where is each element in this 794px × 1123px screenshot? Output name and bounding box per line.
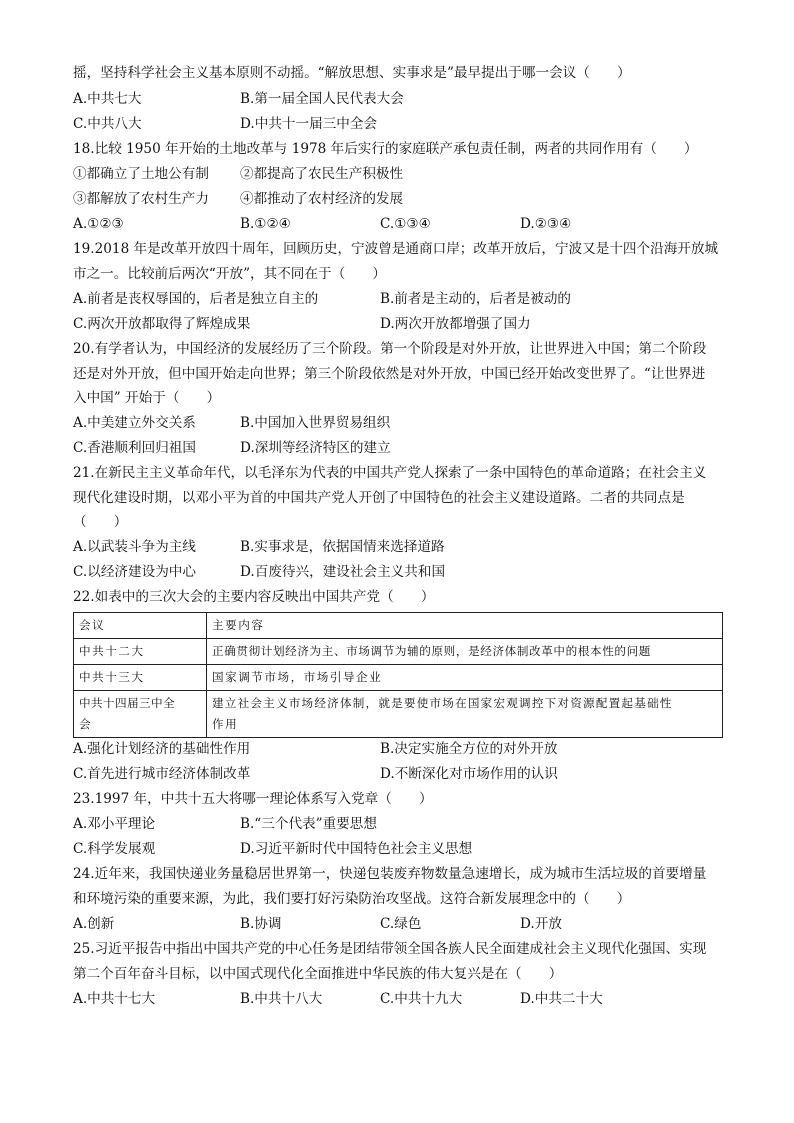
q20-option-b: B.中国加入世界贸易组织 bbox=[240, 415, 391, 431]
q21-option-b: B.实事求是，依据国情来选择道路 bbox=[240, 539, 445, 555]
q17-option-c: C.中共八大 bbox=[73, 116, 142, 132]
q18-option-b: B.①②④ bbox=[240, 216, 291, 232]
q17-option-a: A.中共七大 bbox=[73, 91, 142, 107]
q25-stem-line1: 25.习近平报告中指出中国共产党的中心任务是团结带领全国各族人民全面建成社会主义现代化强国、实现 bbox=[73, 941, 707, 957]
q21-option-d: D.百废待兴，建设社会主义共和国 bbox=[240, 564, 446, 580]
table-cell-meeting: 中共十三大 bbox=[74, 665, 207, 691]
q21-option-c: C.以经济建设为中心 bbox=[73, 564, 196, 580]
q23-option-d: D.习近平新时代中国特色社会主义思想 bbox=[240, 841, 473, 857]
q20-option-a: A.中美建立外交关系 bbox=[73, 415, 196, 431]
q17-option-b: B.第一届全国人民代表大会 bbox=[240, 91, 404, 107]
q17-stem: 摇，坚持科学社会主义基本原则不动摇。“解放思想、实事求是”最早提出于哪一会议（ ） bbox=[73, 65, 631, 81]
q24-option-d: D.开放 bbox=[520, 916, 562, 932]
q18-option-d: D.②③④ bbox=[520, 216, 572, 232]
q19-stem-line2: 市之一。比较前后两次“开放”，其不同在于（ ） bbox=[73, 266, 386, 282]
q22-option-a: A.强化计划经济的基础性作用 bbox=[73, 741, 251, 757]
q20-stem-line2: 还是对外开放，但中国开始走向世界；第三个阶段依然是对外开放，中国已经开始改变世界了。“让世界进 bbox=[73, 366, 706, 382]
q18-statement-3: ③都解放了农村生产力 bbox=[73, 191, 209, 207]
table-cell-meeting-line2: 会 bbox=[79, 717, 93, 731]
q21-option-a: A.以武装斗争为主线 bbox=[73, 539, 196, 555]
q20-option-d: D.深圳等经济特区的建立 bbox=[240, 440, 391, 456]
q22-option-b: B.决定实施全方位的对外开放 bbox=[380, 741, 558, 757]
q23-option-a: A.邓小平理论 bbox=[73, 816, 156, 832]
q23-stem: 23.1997 年，中共十五大将哪一理论体系写入党章（ ） bbox=[73, 791, 433, 807]
q24-stem-line1: 24.近年来，我国快递业务量稳居世界第一，快递包装废弃物数量急速增长，成为城市生活垃圾的首要增量 bbox=[73, 866, 707, 882]
q24-stem-line2: 和环境污染的重要来源，为此，我们要打好污染防治攻坚战。这符合新发展理念中的（ ） bbox=[73, 891, 631, 907]
table-cell-meeting-line1: 中共十四届三中全 bbox=[79, 696, 175, 710]
q18-option-a: A.①②③ bbox=[73, 216, 124, 232]
q22-option-c: C.首先进行城市经济体制改革 bbox=[73, 766, 251, 782]
table-cell-content bbox=[207, 691, 723, 738]
q21-stem-line2: 现代化建设时期，以邓小平为首的中国共产党人开创了中国特色的社会主义建设道路。二者的共同点是 bbox=[73, 490, 685, 506]
table-cell-meeting: 中共十二大 bbox=[74, 639, 207, 665]
q23-option-b: B.“三个代表”重要思想 bbox=[240, 816, 377, 832]
table-header-meeting: 会议 bbox=[74, 613, 207, 639]
q19-option-d: D.两次开放都增强了国力 bbox=[380, 316, 531, 332]
q18-option-c: C.①③④ bbox=[380, 216, 431, 232]
q20-stem-line1: 20.有学者认为，中国经济的发展经历了三个阶段。第一个阶段是对外开放，让世界进入中国；第二个阶段 bbox=[73, 341, 707, 357]
q21-stem-line3: （ ） bbox=[73, 514, 128, 530]
q18-statement-2: ②都提高了农民生产积极性 bbox=[240, 166, 404, 182]
q19-stem-line1: 19.2018 年是改革开放四十周年，回顾历史，宁波曾是通商口岸；改革开放后，宁波又是十四个沿海开放城 bbox=[73, 241, 719, 257]
q24-option-b: B.协调 bbox=[240, 916, 282, 932]
q24-option-c: C.绿色 bbox=[380, 916, 422, 932]
q20-option-c: C.香港顺利回归祖国 bbox=[73, 440, 196, 456]
table-cell-meeting bbox=[74, 691, 207, 738]
q17-option-d: D.中共十一届三中全会 bbox=[240, 116, 378, 132]
table-row bbox=[74, 639, 723, 665]
table-cell-content-line2: 作用 bbox=[212, 717, 239, 731]
q24-option-a: A.创新 bbox=[73, 916, 115, 932]
table-row bbox=[74, 691, 723, 738]
q19-option-b: B.前者是主动的，后者是被动的 bbox=[380, 291, 572, 307]
q21-stem-line1: 21.在新民主主义革命年代，以毛泽东为代表的中国共产党人探索了一条中国特色的革命道路；在社会主义 bbox=[73, 465, 707, 481]
q19-option-a: A.前者是丧权辱国的，后者是独立自主的 bbox=[73, 291, 319, 307]
q22-stem: 22.如表中的三次大会的主要内容反映出中国共产党（ ） bbox=[73, 589, 435, 605]
q20-stem-line3: 入中国” 开始于（ ） bbox=[73, 390, 221, 406]
q18-stem: 18.比较 1950 年开始的土地改革与 1978 年后实行的家庭联产承包责任制，两者的共同作用有（ ） bbox=[73, 141, 698, 157]
q23-option-c: C.科学发展观 bbox=[73, 841, 156, 857]
q22-option-d: D.不断深化对市场作用的认识 bbox=[380, 766, 558, 782]
q18-statement-1: ①都确立了土地公有制 bbox=[73, 166, 209, 182]
q25-stem-line2: 第二个百年奋斗目标，以中国式现代化全面推进中华民族的伟大复兴是在（ ） bbox=[73, 966, 563, 982]
q25-option-c: C.中共十九大 bbox=[380, 991, 463, 1007]
q25-option-d: D.中共二十大 bbox=[520, 991, 603, 1007]
q25-option-a: A.中共十七大 bbox=[73, 991, 156, 1007]
table-cell-content: 正确贯彻计划经济为主、市场调节为辅的原则，是经济体制改革中的根本性的问题 bbox=[207, 639, 723, 665]
q18-statement-4: ④都推动了农村经济的发展 bbox=[240, 191, 404, 207]
table-header-row bbox=[74, 613, 723, 639]
q19-option-c: C.两次开放都取得了辉煌成果 bbox=[73, 316, 251, 332]
table-row bbox=[74, 665, 723, 691]
table-cell-content: 国家调节市场，市场引导企业 bbox=[207, 665, 723, 691]
table-header-content: 主要内容 bbox=[207, 613, 723, 639]
q22-table bbox=[73, 612, 723, 738]
q25-option-b: B.中共十八大 bbox=[240, 991, 323, 1007]
table-cell-content-line1: 建立社会主义市场经济体制，就是要使市场在国家宏观调控下对资源配置起基础性 bbox=[212, 696, 673, 710]
